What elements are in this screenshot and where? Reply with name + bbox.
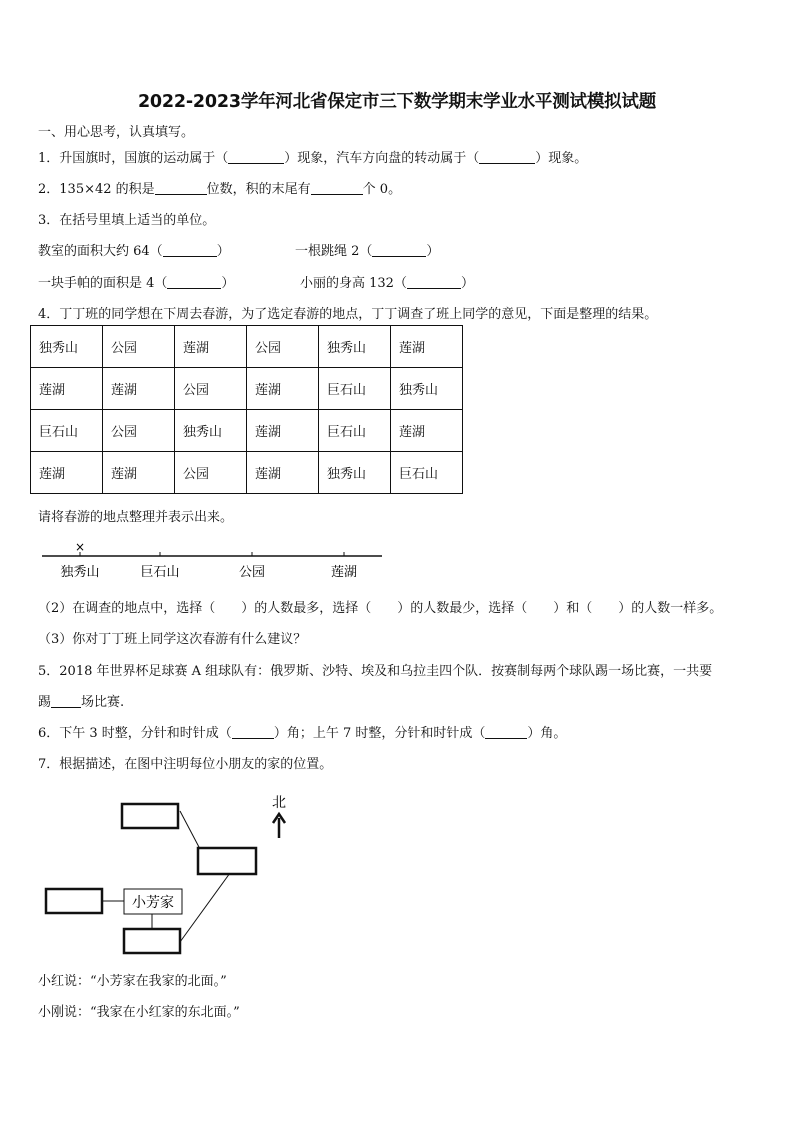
table-cell: 公园 bbox=[247, 326, 319, 368]
table-row bbox=[31, 410, 463, 452]
north-label: 北 bbox=[272, 795, 286, 811]
table-cell: 巨石山 bbox=[31, 410, 103, 452]
question-4-stem: 4．丁丁班的同学想在下周去春游，为了选定春游的地点，丁丁调查了班上同学的意见，下面是整理的结果。 bbox=[38, 307, 658, 322]
table-cell: 公园 bbox=[175, 452, 247, 494]
question-2 bbox=[38, 178, 401, 197]
table-cell: 公园 bbox=[103, 410, 175, 452]
axis-label: 独秀山 bbox=[60, 565, 100, 580]
q2-text-a: 2．135×42 的积是 bbox=[38, 182, 155, 197]
house-box-left[interactable] bbox=[46, 889, 102, 913]
q2-blank-2[interactable] bbox=[311, 182, 363, 195]
question-3-stem: 3．在括号里填上适当的单位。 bbox=[38, 213, 216, 228]
house-box-bottom[interactable] bbox=[124, 929, 180, 953]
q4-instruction: 请将春游的地点整理并表示出来。 bbox=[38, 510, 234, 525]
table-cell: 莲湖 bbox=[175, 326, 247, 368]
q6-blank-1[interactable] bbox=[232, 726, 274, 739]
q1-blank-2[interactable] bbox=[479, 151, 535, 164]
map-diagram bbox=[40, 790, 300, 960]
q3-item-1: 教室的面积大约 64（ ） bbox=[38, 244, 230, 259]
survey-table bbox=[30, 325, 463, 494]
axis-label: 莲湖 bbox=[330, 565, 358, 580]
statement-xiaogang: 小刚说：“我家在小红家的东北面。” bbox=[38, 1005, 240, 1020]
table-cell: 莲湖 bbox=[247, 452, 319, 494]
table-row bbox=[31, 368, 463, 410]
statement-xiaohong: 小红说：“小芳家在我家的北面。” bbox=[38, 974, 227, 989]
table-cell: 巨石山 bbox=[319, 368, 391, 410]
xiaofang-house-label: 小芳家 bbox=[132, 895, 174, 911]
question-7-stem: 7．根据描述，在图中注明每位小朋友的家的位置。 bbox=[38, 757, 333, 772]
connector-line bbox=[180, 873, 230, 942]
section-heading: 一、用心思考，认真填写。 bbox=[38, 125, 195, 140]
table-cell: 独秀山 bbox=[319, 326, 391, 368]
q5-blank[interactable] bbox=[51, 695, 81, 708]
q3-item-4: 小丽的身高 132（ ） bbox=[300, 276, 474, 291]
axis-label: 巨石山 bbox=[140, 565, 180, 580]
table-cell: 莲湖 bbox=[247, 368, 319, 410]
table-cell: 公园 bbox=[103, 326, 175, 368]
q4-part-3: （3）你对丁丁班上同学这次春游有什么建议？ bbox=[38, 632, 307, 647]
question-5-line-1: 5．2018 年世界杯足球赛 A 组球队有：俄罗斯、沙特、埃及和乌拉圭四个队．按赛制每两个球队踢一场比赛，一共要 bbox=[38, 664, 713, 679]
tally-axis bbox=[38, 538, 388, 584]
house-box-top[interactable] bbox=[122, 804, 178, 828]
q1-text-a: 1．升国旗时，国旗的运动属于（ bbox=[38, 151, 229, 166]
q6-blank-2[interactable] bbox=[485, 726, 527, 739]
q2-blank-1[interactable] bbox=[155, 182, 207, 195]
table-cell: 莲湖 bbox=[103, 368, 175, 410]
axis-label: 公园 bbox=[238, 565, 266, 580]
question-6: 6．下午 3 时整，分针和时针成（ ）角；上午 7 时整，分针和时针成（ ）角。 bbox=[38, 726, 567, 741]
table-cell: 独秀山 bbox=[319, 452, 391, 494]
table-cell: 莲湖 bbox=[391, 410, 463, 452]
table-cell: 莲湖 bbox=[391, 326, 463, 368]
page-title: 2022-2023学年河北省保定市三下数学期末学业水平测试模拟试题 bbox=[137, 92, 657, 112]
house-box-right[interactable] bbox=[198, 848, 256, 874]
table-cell: 莲湖 bbox=[247, 410, 319, 452]
q1-text-c: ）现象。 bbox=[535, 151, 588, 166]
table-cell: 独秀山 bbox=[31, 326, 103, 368]
question-1 bbox=[38, 147, 587, 166]
table-cell: 独秀山 bbox=[391, 368, 463, 410]
q2-text-c: 个 0。 bbox=[362, 182, 402, 197]
q3-item-3: 一块手帕的面积是 4（ ） bbox=[38, 276, 235, 291]
table-cell: 莲湖 bbox=[31, 452, 103, 494]
q3-blank-2[interactable] bbox=[372, 244, 426, 257]
q3-blank-1[interactable] bbox=[163, 244, 217, 257]
q3-item-2: 一根跳绳 2（ ） bbox=[295, 244, 440, 259]
table-cell: 独秀山 bbox=[175, 410, 247, 452]
q4-part-2: （2）在调查的地点中，选择（ ）的人数最多，选择（ ）的人数最少，选择（ ）和（ ）的人数一样多。 bbox=[38, 601, 723, 616]
q3-blank-3[interactable] bbox=[167, 276, 221, 289]
table-cell: 莲湖 bbox=[31, 368, 103, 410]
table-cell: 莲湖 bbox=[103, 452, 175, 494]
table-row bbox=[31, 452, 463, 494]
axis-mark: × bbox=[74, 540, 86, 554]
q1-blank-1[interactable] bbox=[228, 151, 284, 164]
question-5-line-2: 踢 场比赛. bbox=[38, 695, 125, 710]
q2-text-b: 位数，积的末尾有 bbox=[206, 182, 311, 197]
q3-blank-4[interactable] bbox=[407, 276, 461, 289]
q1-text-b: ）现象，汽车方向盘的转动属于（ bbox=[284, 151, 480, 166]
connector-line bbox=[180, 811, 200, 849]
table-cell: 巨石山 bbox=[319, 410, 391, 452]
table-row bbox=[31, 326, 463, 368]
table-cell: 巨石山 bbox=[391, 452, 463, 494]
table-cell: 公园 bbox=[175, 368, 247, 410]
